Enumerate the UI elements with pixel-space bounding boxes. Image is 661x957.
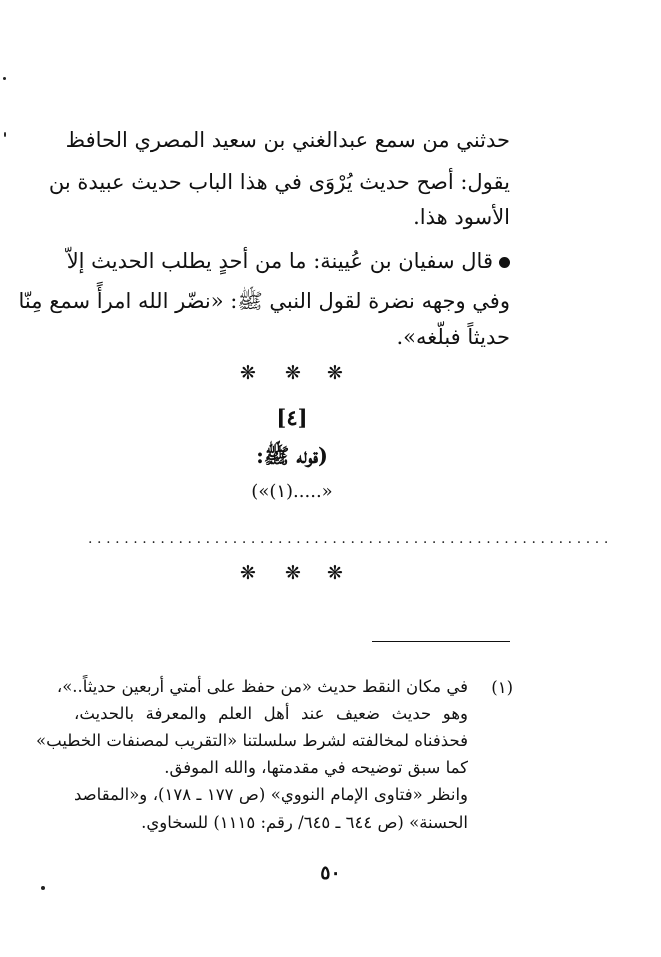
section-number: [٤] <box>276 405 308 430</box>
quote-line: «.....(١)») <box>251 481 333 502</box>
footnote-line: وهو حديث ضعيف عند أهل العلم والمعرفة بالحديث، <box>74 704 468 723</box>
footnote-number: (١) <box>491 678 513 697</box>
star-icon: ❋ <box>327 362 343 384</box>
star-icon: ❋ <box>327 562 343 584</box>
footnote-line: في مكان النقط حديث «من حفظ على أمتي أربعين حديثاً..»، <box>56 677 468 696</box>
footnote-line: وانظر «فتاوى الإمام النووي» (ص ١٧٧ ـ ١٧٨)، و«المقاصد <box>74 785 468 804</box>
separator-stars <box>0 562 661 592</box>
scan-speck <box>4 132 6 137</box>
dotted-line: .......................................................... <box>88 531 613 547</box>
paragraph-2-line-2: وفي وجهه نضرة لقول النبي ﷺ: «نضّر الله امرأً سمع مِنّا <box>18 289 510 313</box>
paragraph-1-line-1: حدثني من سمع عبدالغني بن سعيد المصري الحافظ <box>65 128 510 152</box>
separator-stars <box>0 362 661 392</box>
paragraph-2-line-1 <box>66 249 510 273</box>
page-number: ٥٠ <box>320 862 341 884</box>
star-icon: ❋ <box>285 362 301 384</box>
star-icon: ❋ <box>240 362 256 384</box>
scan-speck <box>41 886 45 890</box>
paragraph-2-line-1-text: قال سفيان بن عُيينة: ما من أحدٍ يطلب الحديث إلاّ <box>66 249 493 273</box>
paragraph-2-line-3: حديثاً فبلّغه». <box>396 325 510 349</box>
paragraph-1-line-3: الأسود هذا. <box>413 205 510 229</box>
footnote-line: كما سبق توضيحه في مقدمتها، والله الموفق. <box>164 758 468 777</box>
footnote-line: فحذفناه لمخالفته لشرط سلسلتنا «التقريب لمصنفات الخطيب» <box>36 731 468 750</box>
star-icon: ❋ <box>240 562 256 584</box>
footnote-line: الحسنة» (ص ٦٤٤ ـ ٦٤٥/ رقم: ١١١٥) للسخاوي. <box>141 813 468 832</box>
bullet-icon <box>499 257 510 268</box>
paragraph-1-line-2: يقول: أصح حديث يُرْوَى في هذا الباب حديث عبيدة بن <box>48 170 510 194</box>
section-heading: (قوله ﷺ: <box>256 443 328 468</box>
footnote-rule <box>372 641 510 642</box>
scan-speck <box>3 77 6 80</box>
star-icon: ❋ <box>285 562 301 584</box>
